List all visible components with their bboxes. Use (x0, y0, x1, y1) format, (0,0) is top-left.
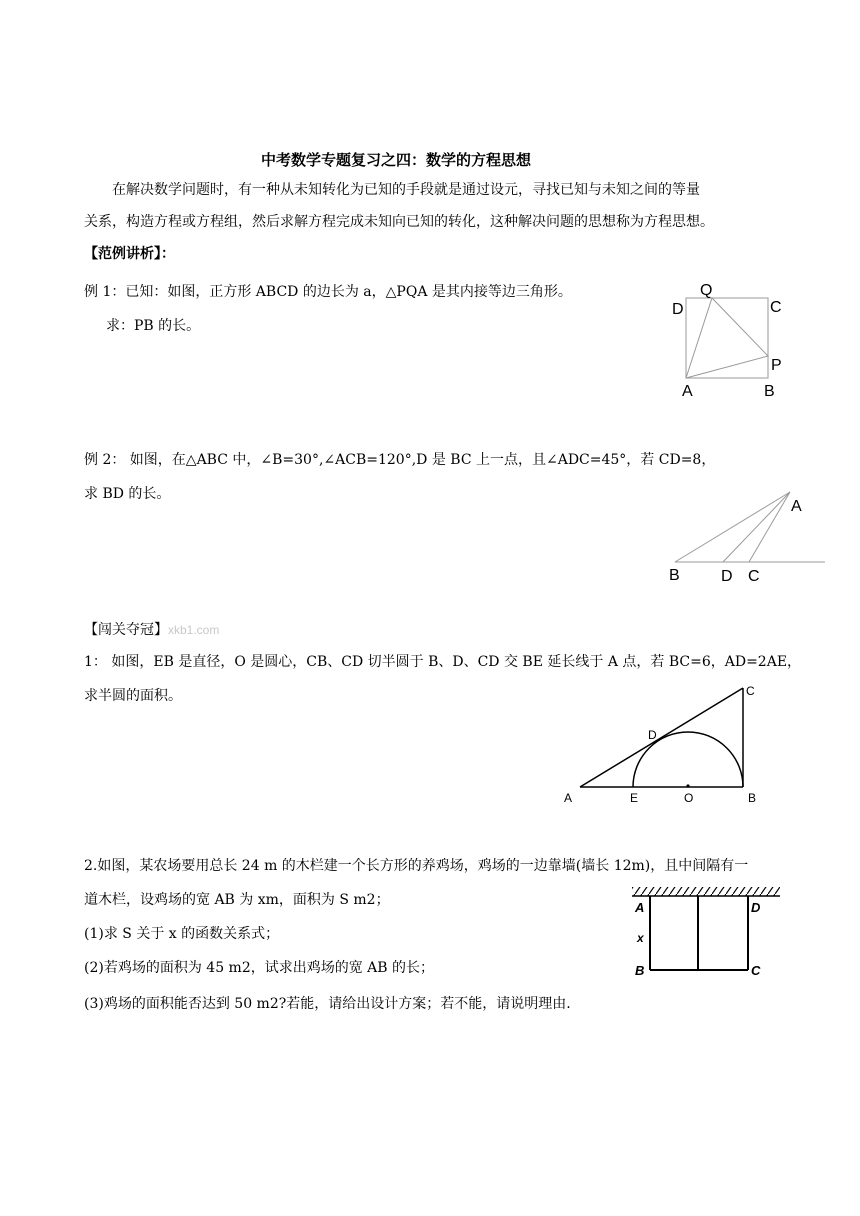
label-B: B (764, 383, 775, 400)
label-A: A (682, 383, 693, 400)
example1-square-figure (660, 278, 800, 403)
example2-triangle-figure (665, 488, 835, 588)
label-O: O (684, 791, 694, 805)
example1-question: 求：PB 的长。 (106, 318, 201, 334)
label-B: B (635, 963, 645, 978)
section-heading-examples: 【范例讲析】： (84, 246, 175, 262)
label-C: C (746, 684, 755, 698)
label-C: C (748, 568, 760, 585)
intro-line-1: 在解决数学问题时，有一种从未知转化为已知的手段就是通过设元，寻找已知与未知之间的等量 (112, 182, 700, 198)
intro-line-2: 关系，构造方程或方程组，然后求解方程完成未知向已知的转化，这种解决问题的思想称为方程思想。 (84, 214, 714, 230)
problem2-chicken-coop-figure (628, 884, 784, 984)
label-A: A (791, 498, 802, 515)
problem2-q1: (1)求 S 关于 x 的函数关系式； (84, 926, 280, 942)
example2-statement: 例 2： 如图，在△ABC 中，∠B=30°,∠ACB=120°,D 是 BC 上一点，且∠ADC=45°，若 CD=8， (84, 452, 716, 468)
label-C: C (770, 299, 782, 316)
label-A: A (635, 900, 645, 915)
label-D: D (751, 900, 761, 915)
label-Q: Q (700, 282, 713, 299)
problem1-statement: 1： 如图，EB 是直径，O 是圆心，CB、CD 切半圆于 B、D、CD 交 BE 延长线于 A 点，若 BC=6，AD=2AE， (84, 654, 802, 670)
label-D: D (721, 568, 733, 585)
triangle-pqa (686, 298, 768, 378)
label-P: P (771, 357, 782, 374)
problem2-statement: 2.如图，某农场要用总长 24 m 的木栏建一个长方形的养鸡场，鸡场的一边靠墙(墙长 12m)，且中间隔有一 (84, 858, 749, 874)
label-E: E (630, 791, 639, 805)
label-B: B (669, 567, 680, 584)
label-C: C (751, 963, 761, 978)
label-x: x (637, 931, 644, 945)
center-point-o (686, 784, 689, 787)
example2-question: 求 BD 的长。 (84, 486, 171, 502)
page-title: 中考数学专题复习之四：数学的方程思想 (261, 151, 532, 169)
challenge-heading-text: 【闯关夺冠】 (84, 622, 168, 638)
label-A: A (564, 791, 573, 805)
watermark: xkb1.com (168, 623, 220, 637)
label-D: D (672, 301, 684, 318)
problem2-statement-cont: 道木栏，设鸡场的宽 AB 为 xm，面积为 S m2； (84, 892, 390, 908)
wall-hatching (632, 887, 780, 896)
line-ac (580, 688, 743, 787)
example1-statement: 例 1：已知：如图，正方形 ABCD 的边长为 a，△PQA 是其内接等边三角形。 (84, 284, 572, 300)
label-B: B (748, 791, 757, 805)
label-D: D (648, 728, 657, 742)
square-abcd (686, 298, 768, 378)
problem2-q3: (3)鸡场的面积能否达到 50 m2?若能，请给出设计方案；若不能，请说明理由. (84, 996, 571, 1012)
problem1-question: 求半圆的面积。 (84, 688, 182, 704)
section-heading-challenge (84, 620, 219, 640)
problem1-semicircle-figure (560, 680, 770, 810)
problem2-q2: (2)若鸡场的面积为 45 m2，试求出鸡场的宽 AB 的长； (84, 960, 435, 976)
line-ac (749, 492, 790, 562)
